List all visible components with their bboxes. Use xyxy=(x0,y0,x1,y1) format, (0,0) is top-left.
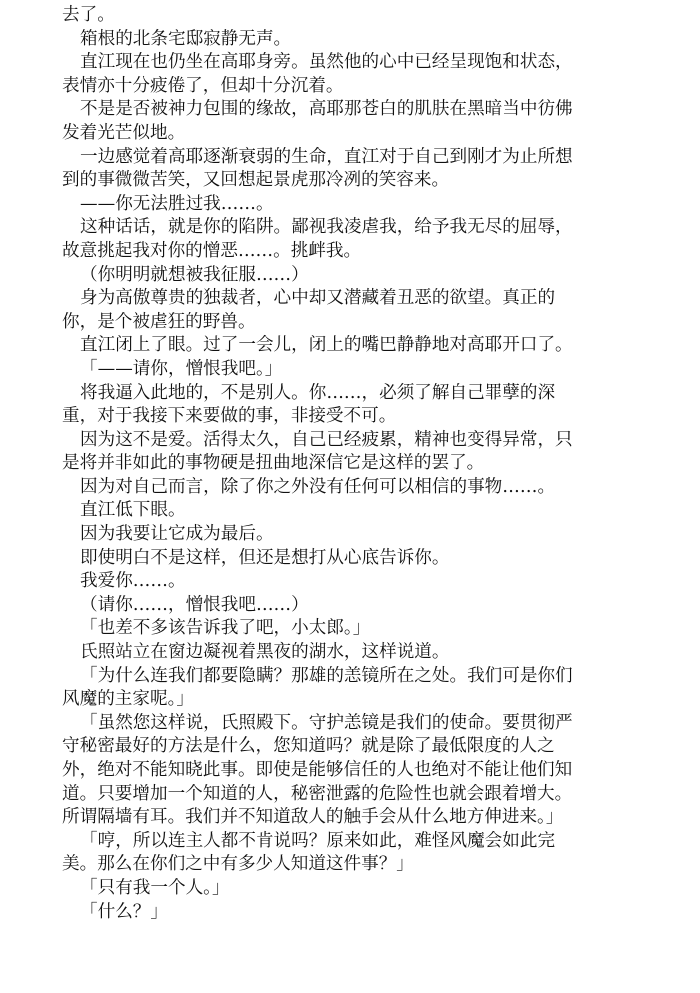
text-line: 一边感觉着高耶逐渐衰弱的生命，直江对于自己到刚才为止所想 xyxy=(80,146,573,167)
text-line: 道。只要增加一个知道的人，秘密泄露的危险性也就会跟着增大。 xyxy=(62,783,573,804)
text-line: 氏照站立在窗边凝视着黑夜的湖水，这样说道。 xyxy=(80,642,450,663)
text-line: 是将并非如此的事物硬是扭曲地深信它是这样的罢了。 xyxy=(62,453,485,474)
text-line: 重，对于我接下来要做的事，非接受不可。 xyxy=(62,406,397,427)
text-line: 美。那么在你们之中有多少人知道这件事？」 xyxy=(62,854,414,875)
text-line: 身为高傲尊贵的独裁者，心中却又潜藏着丑恶的欲望。真正的 xyxy=(80,288,556,309)
text-line: 将我逼入此地的，不是别人。你……，必须了解自己罪孽的深 xyxy=(80,382,556,403)
text-line: 故意挑起我对你的憎恶……。挑衅我。 xyxy=(62,240,362,261)
text-line: 「也差不多该告诉我了吧，小太郎。」 xyxy=(80,618,371,639)
text-line: 「为什么连我们都要隐瞒？那雄的恙镜所在之处。我们可是你们 xyxy=(80,665,573,686)
text-line: 因为这不是爱。活得太久，自己已经疲累，精神也变得异常，只 xyxy=(80,429,573,450)
text-line: 不是是否被神力包围的缘故，高耶那苍白的肌肤在黑暗当中彷佛 xyxy=(80,99,573,120)
text-line: 「什么？」 xyxy=(80,901,168,922)
text-line: 发着光芒似地。 xyxy=(62,122,186,143)
text-line: 「哼，所以连主人都不肯说吗？原来如此，难怪风魔会如此完 xyxy=(80,830,556,851)
text-line: 因为对自己而言，除了你之外没有任何可以相信的事物……。 xyxy=(80,476,556,497)
document-page xyxy=(62,4,642,924)
text-line: （请你……，憎恨我吧……） xyxy=(80,594,309,615)
text-line: 守秘密最好的方法是什么，您知道吗？就是除了最低限度的人之 xyxy=(62,736,555,757)
text-line: 即使明白不是这样，但还是想打从心底告诉你。 xyxy=(80,547,450,568)
text-line: 表情亦十分疲倦了，但却十分沉着。 xyxy=(62,75,344,96)
text-line: 直江低下眼。 xyxy=(80,500,186,521)
text-line: 「虽然您这样说，氏照殿下。守护恙镜是我们的使命。要贯彻严 xyxy=(80,712,573,733)
text-line: 风魔的主家呢。」 xyxy=(62,689,194,710)
text-line: 箱根的北条宅邸寂静无声。 xyxy=(80,28,292,49)
text-line: 去了。 xyxy=(62,5,115,25)
text-line: 「只有我一个人。」 xyxy=(80,877,230,898)
text-line: 外，绝对不能知晓此事。即使是能够信任的人也绝对不能让他们知 xyxy=(62,760,573,780)
text-line: 这种话话，就是你的陷阱。鄙视我凌虐我，给予我无尽的屈辱， xyxy=(80,217,573,238)
text-line: 所谓隔墙有耳。我们并不知道敌人的触手会从什么地方伸进来。」 xyxy=(62,807,564,828)
text-line: 「——请你，憎恨我吧。」 xyxy=(80,358,283,379)
text-line: （你明明就想被我征服……） xyxy=(80,264,309,285)
text-line: ——你无法胜过我……。 xyxy=(80,193,274,214)
text-line: 到的事微微苦笑，又回想起景虎那冷冽的笑容来。 xyxy=(62,170,450,191)
text-line: 因为我要让它成为最后。 xyxy=(80,524,274,545)
text-line: 你，是个被虐狂的野兽。 xyxy=(62,311,256,332)
text-line: 我爱你……。 xyxy=(80,571,186,592)
text-line: 直江现在也仍坐在高耶身旁。虽然他的心中已经呈现饱和状态， xyxy=(80,52,573,73)
text-line: 直江闭上了眼。过了一会儿，闭上的嘴巴静静地对高耶开口了。 xyxy=(80,335,573,356)
